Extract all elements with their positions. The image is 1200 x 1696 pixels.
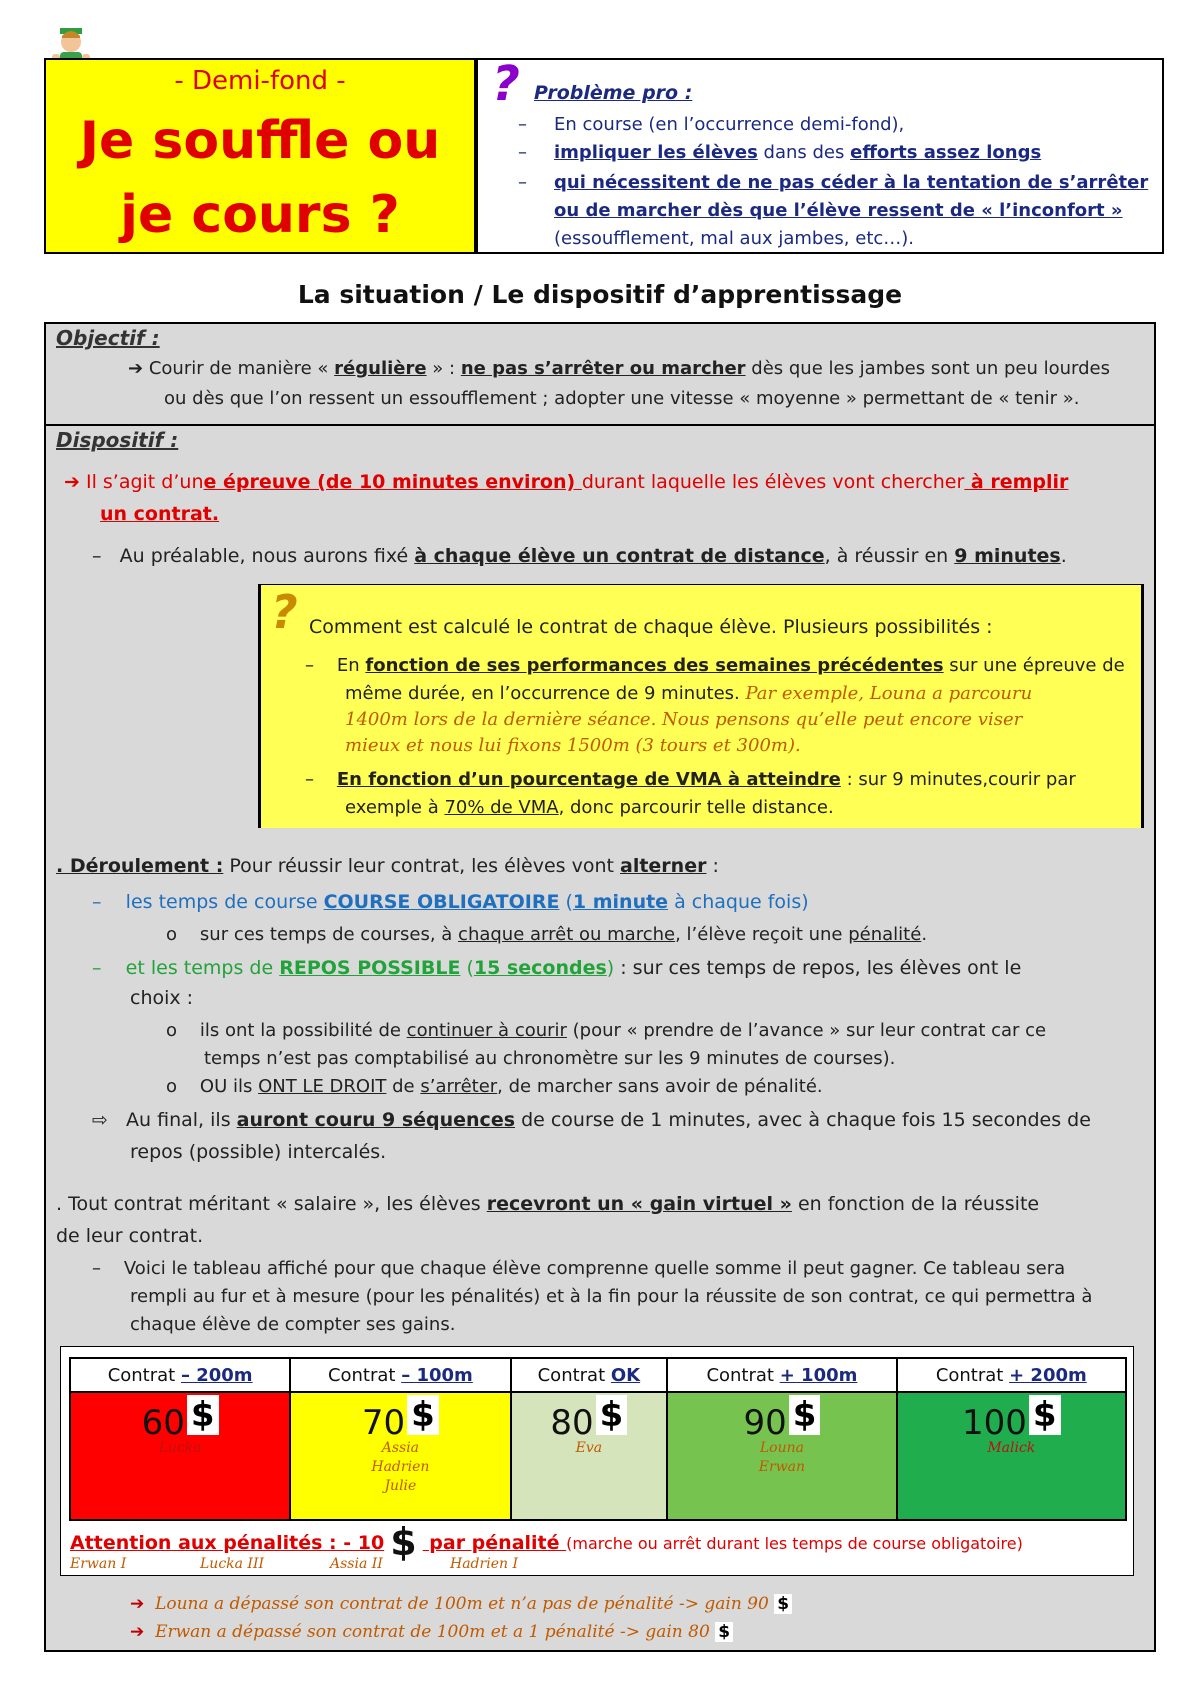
dollar-icon: $ [407,1395,439,1435]
dollar-icon: $ [187,1395,219,1435]
deroulement-intro: . Déroulement : Pour réussir leur contrat, les élèves vont alterner : [56,855,719,877]
box-item-2: – En fonction d’un pourcentage de VMA à atteindre : sur 9 minutes,courir par [305,769,1076,790]
title-line-2: je cours ? [120,185,400,245]
course-obligatoire-line: – les temps de course COURSE OBLIGATOIRE (1 minute à chaque fois) [92,891,809,913]
penalty-name: Hadrien I [450,1556,518,1572]
repos-possible-line-2: choix : [130,987,194,1009]
contract-cell [511,1392,668,1520]
contract-header: Contrat – 200m [70,1358,290,1392]
box-item-1-line-2: même durée, en l’occurrence de 9 minutes. Par exemple, Louna a parcouru [345,683,1033,704]
contract-names: Lucka [158,1440,202,1456]
contract-amount: 100 [962,1403,1027,1443]
problem-line: ou de marcher dès que l’élève ressent de « l’inconfort » [554,200,1123,221]
final-line-2: repos (possible) intercalés. [130,1141,387,1163]
dollar-icon: $ [1029,1395,1061,1435]
contract-header: Contrat + 200m [897,1358,1126,1392]
contract-calculation-box [258,584,1144,828]
problem-title: Problème pro : [534,82,693,104]
dispositif-line-3: – Au préalable, nous aurons fixé à chaque élève un contrat de distance, à réussir en 9 minutes. [92,545,1067,567]
dollar-icon: $ [390,1520,417,1564]
problem-line: – qui nécessitent de ne pas céder à la tentation de s’arrêter [518,172,1149,193]
objectif-label: Objectif : [56,326,160,350]
dispositif-line-2: un contrat. [100,503,220,525]
problem-line: – En course (en l’occurrence demi-fond), [518,114,905,135]
example-line: ➔ Erwan a dépassé son contrat de 100m et a 1 pénalité -> gain 80 $ [130,1622,733,1642]
contract-cell [290,1392,510,1520]
dollar-icon: $ [596,1395,628,1435]
objectif-text-line-2: ou dès que l’on ressent un essoufflement ; adopter une vitesse « moyenne » permettant de « tenir ». [164,388,1080,409]
title-line-1: Je souffle ou [79,111,441,171]
contract-header: Contrat OK [511,1358,668,1392]
contract-amount: 90 [743,1403,787,1443]
contract-amount: 80 [550,1403,594,1443]
arrow-icon: ⇨ [92,1109,108,1131]
box-item-2-line-2: exemple à 70% de VMA, donc parcourir telle distance. [345,797,834,818]
dispositif-line-1: ➔ Il s’agit d’une épreuve (de 10 minutes environ) durant laquelle les élèves vont chercher à remplir [64,471,1069,493]
contracts-header-row [70,1358,1126,1392]
repos-subline-1: o ils ont la possibilité de continuer à courir (pour « prendre de l’avance » sur leur contrat car ce [166,1020,1047,1041]
box-item-1-line-3: 1400m lors de la dernière séance. Nous pensons qu’elle peut encore viser [345,709,1023,730]
problem-line: (essoufflement, mal aux jambes, etc…). [554,228,915,249]
subtitle: - Demi-fond - [174,66,346,96]
repos-possible-line: – et les temps de REPOS POSSIBLE (15 secondes) : sur ces temps de repos, les élèves ont le [92,957,1022,979]
example-line: ➔ Louna a dépassé son contrat de 100m et n’a pas de pénalité -> gain 90 $ [130,1594,792,1614]
contract-names: Eva [575,1440,603,1456]
dollar-icon: $ [774,1594,792,1614]
box-item-1: – En fonction de ses performances des semaines précédentes sur une épreuve de [305,655,1125,676]
penalty-name: Erwan I [70,1556,127,1572]
contract-amount: 70 [361,1403,406,1443]
title-box [44,58,476,254]
arrow-icon: ➔ [128,358,144,379]
divider [44,424,1156,426]
contract-cell [70,1392,290,1520]
contract-cell [897,1392,1126,1520]
contract-names: Assia Hadrien Julie [371,1440,430,1494]
arrow-icon: ➔ [130,1622,145,1642]
contracts-table [69,1357,1127,1521]
deroulement-label: . Déroulement : [56,855,224,877]
problem-box [476,58,1164,254]
penalty-name: Lucka III [200,1556,265,1572]
box-intro: Comment est calculé le contrat de chaque élève. Plusieurs possibilités : [309,616,993,638]
contract-cell [667,1392,896,1520]
question-mark-icon: ? [492,56,520,112]
salaire-line-1: . Tout contrat méritant « salaire », les élèves recevront un « gain virtuel » en fonction de la réussite [56,1193,1040,1215]
dollar-icon: $ [789,1395,821,1435]
section-title: La situation / Le dispositif d’apprentissage [297,280,903,309]
penalty-name: Assia II [330,1556,383,1572]
course-obligatoire-subline: o sur ces temps de courses, à chaque arrêt ou marche, l’élève reçoit une pénalité. [166,924,928,945]
contract-header: Contrat + 100m [667,1358,896,1392]
question-mark-icon: ? [271,585,298,639]
salaire-line-3: – Voici le tableau affiché pour que chaque élève comprenne quelle somme il peut gagner. Ce tableau sera [92,1258,1066,1279]
contract-names: Malick [987,1440,1036,1456]
arrow-icon: ➔ [130,1594,145,1614]
contract-header: Contrat – 100m [290,1358,510,1392]
final-line: ⇨ Au final, ils auront couru 9 séquences de course de 1 minutes, avec à chaque fois 15 secondes de [92,1109,1091,1131]
repos-subline-1-cont: temps n’est pas comptabilisé au chronomètre sur les 9 minutes de courses). [204,1048,896,1069]
salaire-line-5: chaque élève de compter ses gains. [130,1314,456,1335]
salaire-line-2: de leur contrat. [56,1225,204,1247]
salaire-line-4: rempli au fur et à mesure (pour les pénalités) et à la fin pour la réussite de son contrat, ce qui permettra à [130,1286,1093,1307]
penalty-line: Attention aux pénalités : - 10 $ par pénalité (marche ou arrêt durant les temps de course obligatoire) [70,1520,1023,1564]
contracts-value-row [70,1392,1126,1520]
repos-subline-2: o OU ils ONT LE DROIT de s’arrêter, de marcher sans avoir de pénalité. [166,1076,823,1097]
contract-amount: 60 [141,1403,185,1443]
problem-line: – impliquer les élèves dans des efforts assez longs [518,142,1042,163]
dispositif-label: Dispositif : [56,428,179,452]
box-item-1-line-4: mieux et nous lui fixons 1500m (3 tours et 300m). [345,735,801,756]
objectif-text-line-1: ➔ Courir de manière « régulière » : ne pas s’arrêter ou marcher dès que les jambes sont un peu lourdes [128,358,1110,379]
main-title [46,104,474,252]
dollar-icon: $ [715,1622,733,1642]
contract-names: Louna Erwan [758,1440,806,1475]
arrow-icon: ➔ [64,471,80,493]
